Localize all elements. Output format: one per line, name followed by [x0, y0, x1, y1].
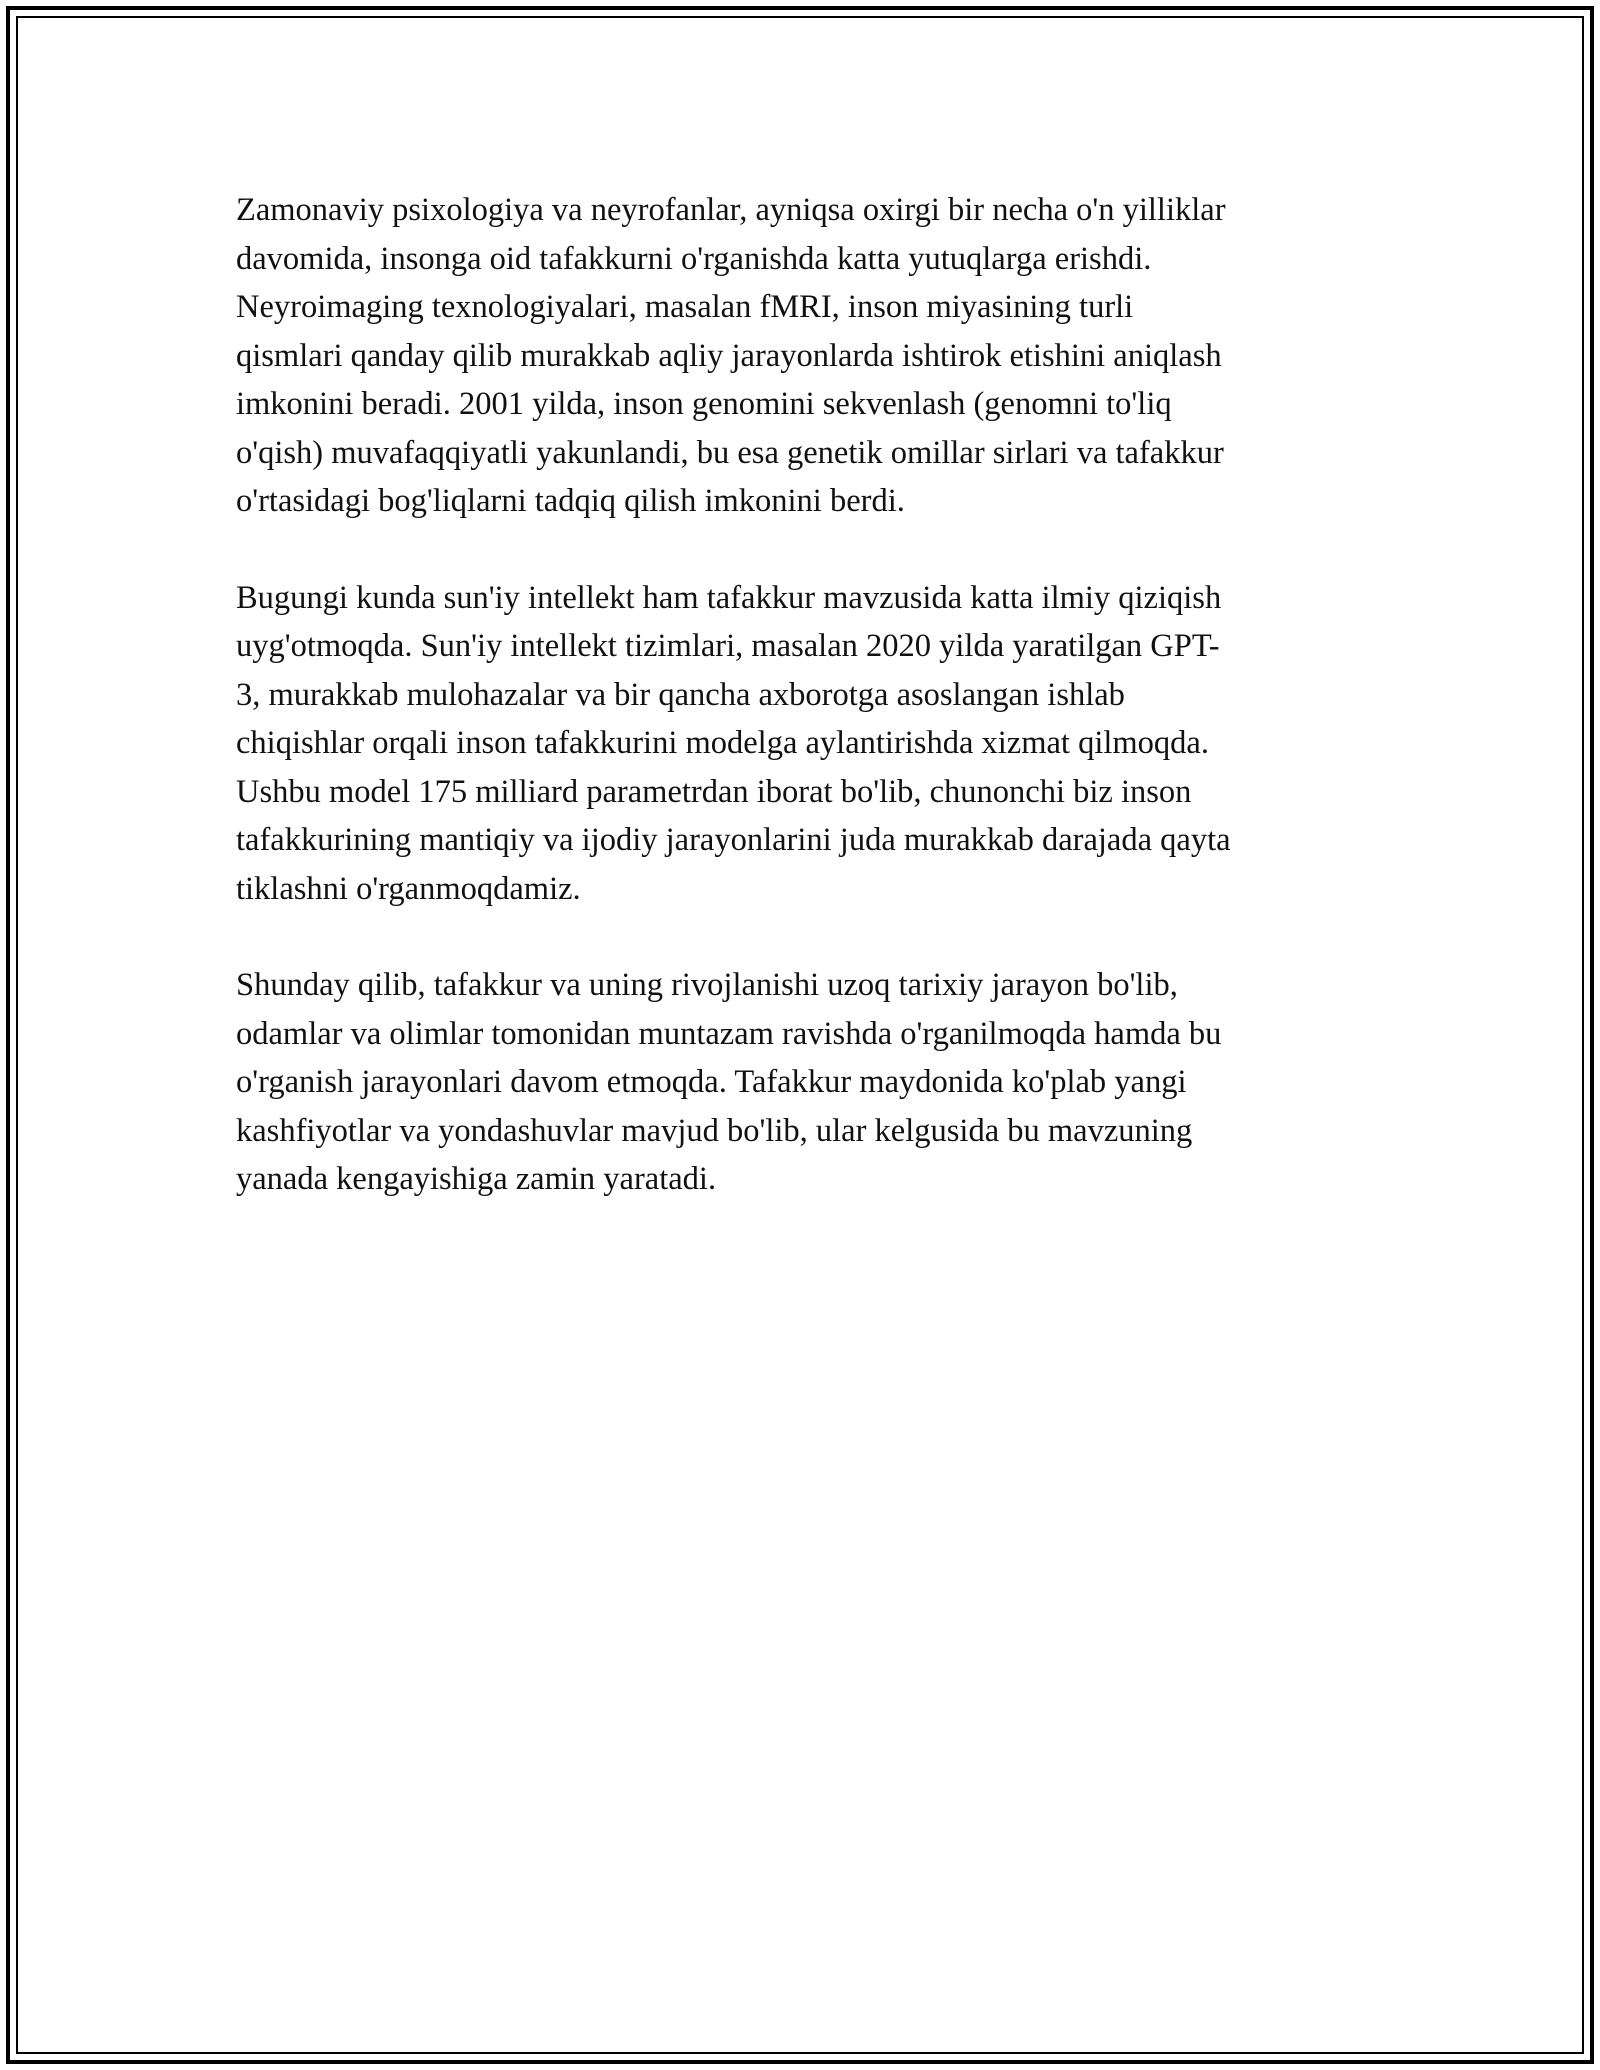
paragraph-2: Bugungi kunda sun'iy intellekt ham tafakkur mavzusida katta ilmiy qiziqish uyg'otmoqda. Sun'iy intellekt tizimlari, masalan 2020 yilda yaratilgan GPT- 3, murakkab mulohazalar va bir qancha axborotga asoslangan ishlab chiqishlar orqali inson tafakkurini modelga aylantirishda xizmat qilmoqda. Ushbu model 175 milliard parametrdan iborat bo'lib, chunonchi biz inson tafakkurining mantiqiy va ijodiy jarayonlarini juda murakkab darajada qayta tiklashni o'rganmoqdamiz.: [236, 579, 1231, 907]
paragraph-1: Zamonaviy psixologiya va neyrofanlar, ayniqsa oxirgi bir necha o'n yilliklar davomida, insonga oid tafakkurni o'rganishda katta yutuqlarga erishdi. Neyroimaging texnologiyalari, masalan fMRI, inson miyasining turli qismlari qanday qilib murakkab aqliy jarayonlarda ishtirok etishini aniqlash imkonini beradi. 2001 yilda, inson genomini sekvenlash (genomni to'liq o'qish) muvafaqqiyatli yakunlandi, bu esa genetik omillar sirlari va tafakkur o'rtasidagi bog'liqlarni tadqiq qilish imkonini berdi.: [236, 192, 1226, 519]
paragraph-3: Shunday qilib, tafakkur va uning rivojlanishi uzoq tarixiy jarayon bo'lib, odamlar va olimlar tomonidan muntazam ravishda o'rganilmoqda hamda bu o'rganish jarayonlari davom etmoqda. Tafakkur maydonida ko'plab yangi kashfiyotlar va yondashuvlar mavjud bo'lib, ular kelgusida bu mavzuning yanada kengayishiga zamin yaratadi.: [236, 967, 1222, 1197]
document-body: [236, 186, 1366, 1252]
